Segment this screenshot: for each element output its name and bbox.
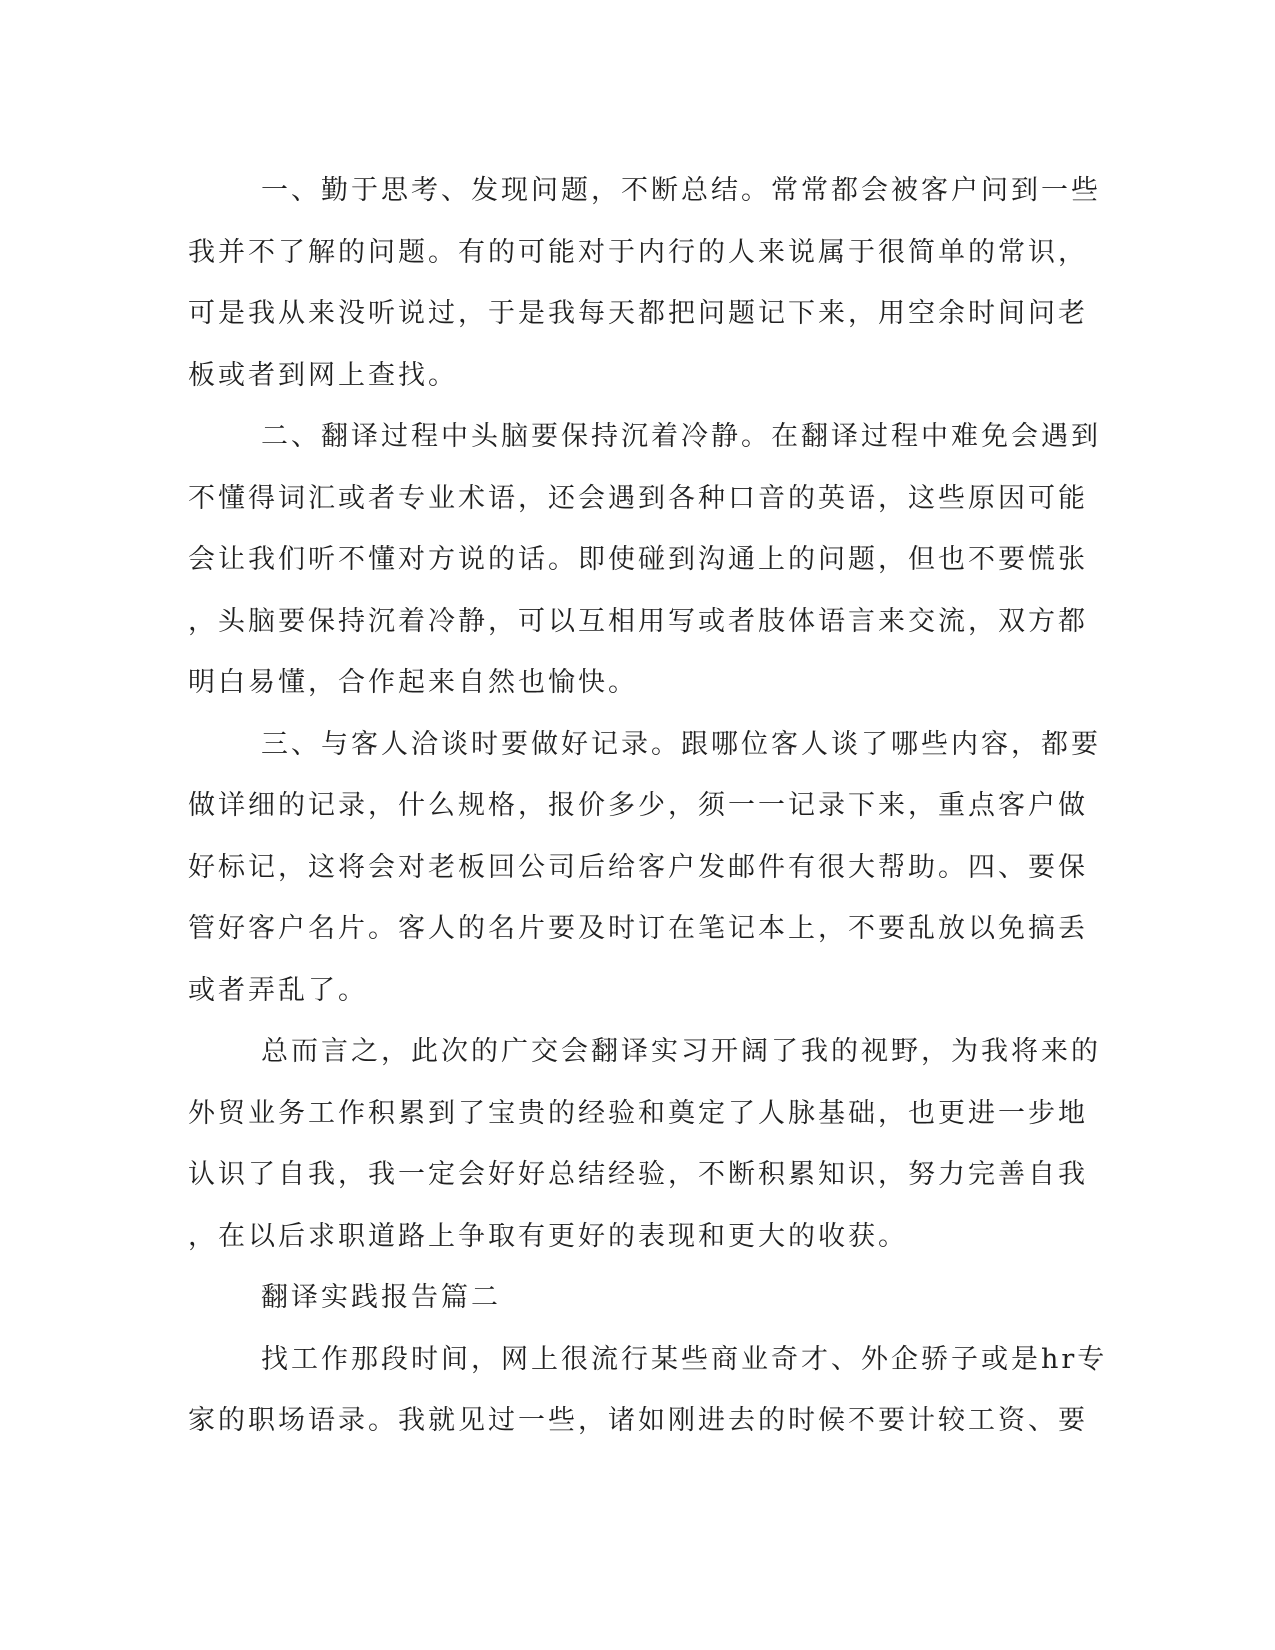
paragraph-4-line-3: 认识了自我，我一定会好好总结经验，不断积累知识，努力完善自我: [188, 1159, 1088, 1190]
paragraph-5-line-2: 家的职场语录。我就见过一些，诸如刚进去的时候不要计较工资、要: [188, 1405, 1088, 1436]
paragraph-5-line-1: 找工作那段时间，网上很流行某些商业奇才、外企骄子或是hr专: [261, 1343, 1108, 1375]
paragraph-3-line-5: 或者弄乱了。: [188, 974, 368, 1006]
document-body: [188, 160, 1108, 1452]
paragraph-4-line-1: 总而言之，此次的广交会翻译实习开阔了我的视野，为我将来的: [261, 1036, 1101, 1067]
paragraph-2-line-4: ，头脑要保持沉着冷静，可以互相用写或者肢体语言来交流，双方都: [188, 605, 1088, 637]
paragraph-4-line-2: 外贸业务工作积累到了宝贵的经验和奠定了人脉基础，也更进一步地: [188, 1097, 1088, 1129]
paragraph-3-line-4: 管好客户名片。客人的名片要及时订在笔记本上，不要乱放以免搞丢: [188, 913, 1088, 944]
paragraph-1-line-1: 一、勤于思考、发现问题，不断总结。常常都会被客户问到一些: [261, 175, 1101, 206]
paragraph-2-line-5: 明白易懂，合作起来自然也愉快。: [188, 667, 638, 698]
section-heading: 翻译实践报告篇二: [261, 1282, 501, 1313]
paragraph-3-line-1: 三、与客人洽谈时要做好记录。跟哪位客人谈了哪些内容，都要: [261, 728, 1101, 760]
paragraph-1-line-4: 板或者到网上查找。: [188, 359, 458, 391]
paragraph-2-line-3: 会让我们听不懂对方说的话。即使碰到沟通上的问题，但也不要慌张: [188, 544, 1088, 575]
paragraph-4-line-4: ，在以后求职道路上争取有更好的表现和更大的收获。: [188, 1220, 908, 1252]
paragraph-3-line-3: 好标记，这将会对老板回公司后给客户发邮件有很大帮助。四、要保: [188, 851, 1088, 883]
paragraph-1-line-3: 可是我从来没听说过，于是我每天都把问题记下来，用空余时间问老: [188, 298, 1088, 329]
paragraph-1-line-2: 我并不了解的问题。有的可能对于内行的人来说属于很简单的常识，: [188, 236, 1088, 268]
paragraph-3-line-2: 做详细的记录，什么规格，报价多少，须一一记录下来，重点客户做: [188, 790, 1088, 821]
paragraph-2-line-1: 二、翻译过程中头脑要保持沉着冷静。在翻译过程中难免会遇到: [261, 421, 1101, 452]
paragraph-2-line-2: 不懂得词汇或者专业术语，还会遇到各种口音的英语，这些原因可能: [188, 482, 1088, 514]
